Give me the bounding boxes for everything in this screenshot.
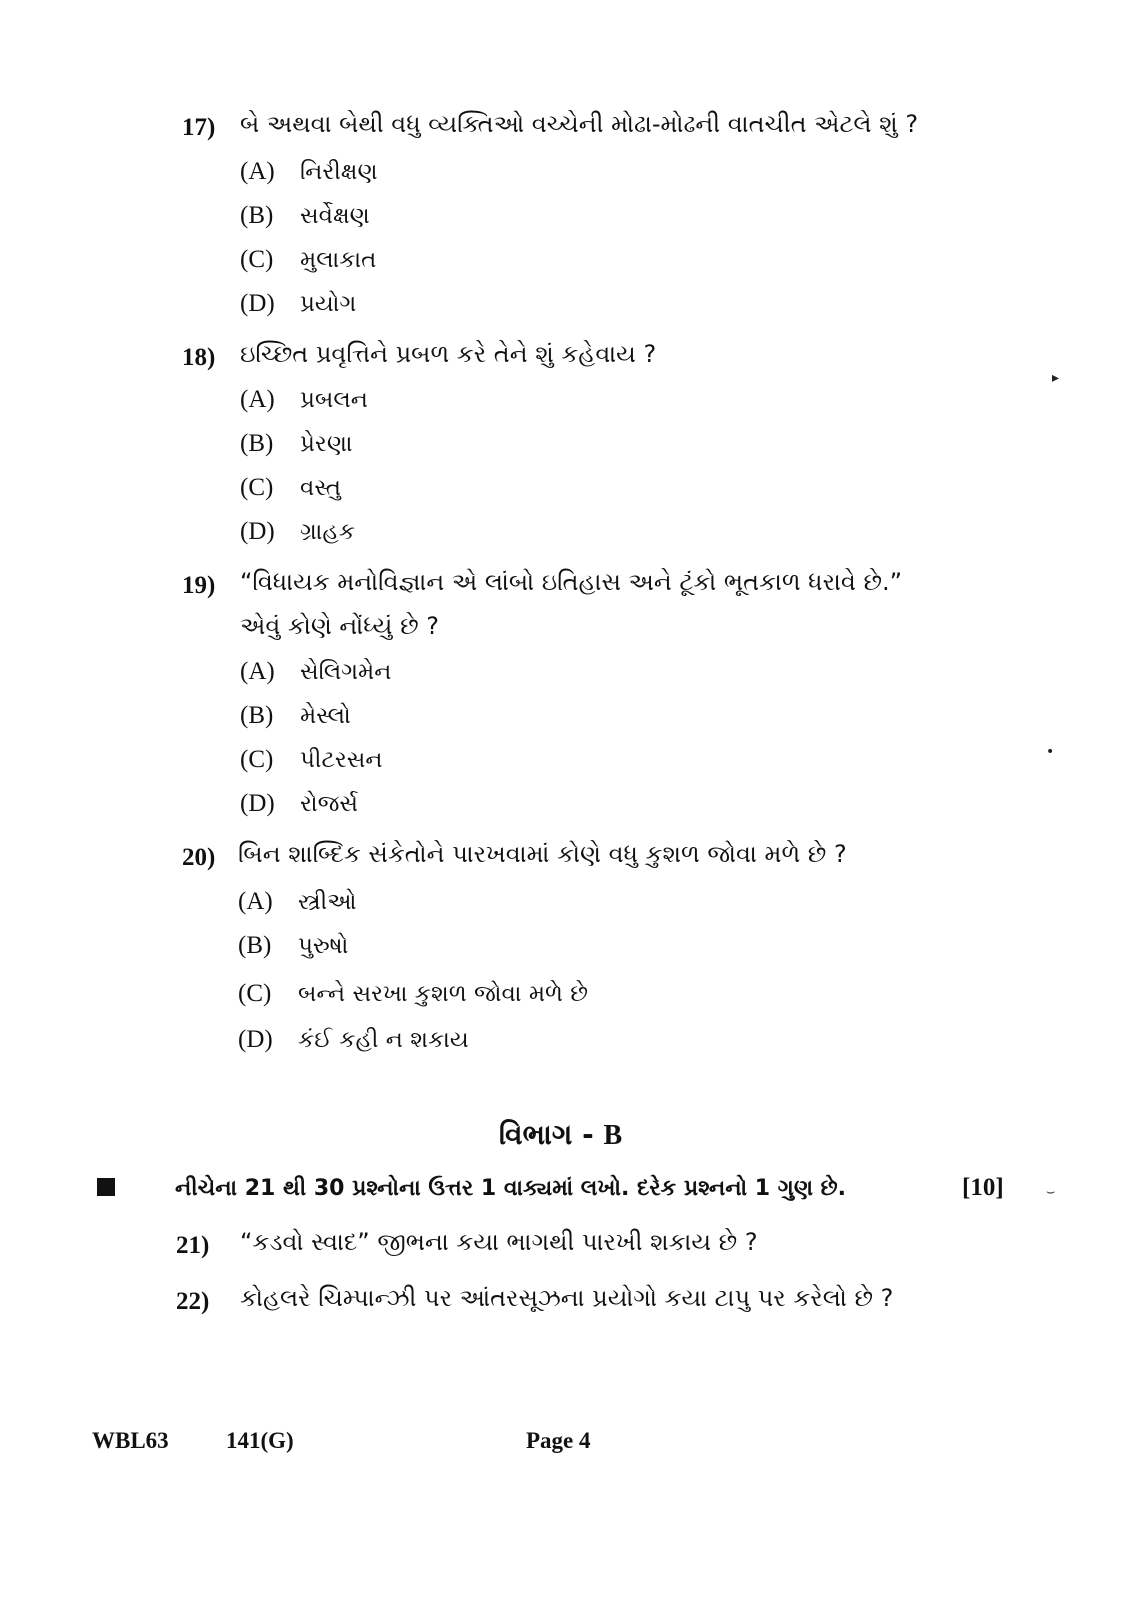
footer-subject: 141(G) — [226, 1428, 294, 1453]
option — [240, 790, 358, 818]
option-text: રોજર્સ — [300, 791, 359, 817]
question-text: એવું કોણે નોંધ્યું છે ? — [240, 612, 439, 640]
option-label: (D) — [238, 1026, 273, 1053]
question-number: 17) — [182, 114, 216, 141]
option-label: (B) — [238, 932, 272, 959]
option-label: (D) — [240, 790, 275, 817]
option-text: નિરીક્ષણ — [300, 159, 378, 185]
option-text: વસ્તુ — [300, 475, 341, 501]
question-text: “કડવો સ્વાદ” જીભના કયા ભાગથી પારખી શકાય છે ? — [240, 1228, 758, 1256]
option — [238, 980, 588, 1008]
question-text: બિન શાબ્દિક સંકેતોને પારખવામાં કોણે વધુ કુશળ જોવા મળે છે ? — [238, 840, 847, 868]
section-marks: [10] — [962, 1174, 1004, 1201]
option-label: (C) — [240, 246, 274, 273]
question-number: 21) — [176, 1232, 210, 1259]
option-label: (D) — [240, 290, 275, 317]
option-label: (B) — [240, 202, 274, 229]
question-number: 22) — [176, 1288, 210, 1315]
option — [240, 158, 378, 186]
option-label: (D) — [240, 518, 275, 545]
option — [240, 702, 351, 730]
section-letter: B — [603, 1120, 623, 1151]
question-text: બે અથવા બેથી વધુ વ્યક્તિઓ વચ્ચેની મોઢા-મોઢની વાતચીત એટલે શું ? — [240, 110, 919, 138]
option-label: (C) — [238, 980, 272, 1007]
option-text: સેલિગમેન — [300, 659, 392, 685]
option-text: પુરુષો — [298, 933, 349, 959]
option — [240, 386, 368, 414]
option-label: (A) — [238, 888, 273, 915]
bullet-square-icon — [97, 1178, 115, 1196]
option-text: ગ્રાહક — [300, 519, 356, 545]
option — [240, 202, 370, 230]
question-number: 18) — [182, 344, 216, 371]
option-label: (A) — [240, 386, 275, 413]
section-title — [0, 1118, 1121, 1152]
option-label: (C) — [240, 474, 274, 501]
option-text: પ્રયોગ — [300, 291, 357, 317]
option-text: સ્ત્રીઓ — [298, 889, 357, 915]
option-label: (A) — [240, 658, 275, 685]
option — [240, 474, 341, 502]
option — [238, 888, 357, 916]
footer-code: WBL63 — [92, 1428, 169, 1453]
option — [240, 430, 353, 458]
question-text: ઇચ્છિત પ્રવૃત્તિને પ્રબળ કરે તેને શું કહેવાય ? — [240, 340, 657, 368]
question-text: “વિધાયક મનોવિજ્ઞાન એ લાંબો ઇતિહાસ અને ટૂંકો ભૂતકાળ ધરાવે છે.” — [240, 568, 903, 596]
option-label: (C) — [240, 746, 274, 773]
question-number: 20) — [182, 844, 216, 871]
option — [240, 658, 391, 686]
question-text: કોહલરે ચિમ્પાન્ઝી પર આંતરસૂઝના પ્રયોગો કયા ટાપુ પર કરેલો છે ? — [240, 1284, 894, 1312]
footer-page-number: Page 4 — [526, 1428, 591, 1453]
option — [240, 518, 355, 546]
scan-speck-icon: ▸ — [1052, 370, 1060, 386]
option-text: પ્રેરણા — [300, 431, 353, 457]
option — [240, 246, 376, 274]
scan-speck-icon: • — [1046, 744, 1055, 760]
option-label: (B) — [240, 430, 274, 457]
option — [238, 932, 348, 960]
option-text: પીટરસન — [300, 747, 383, 773]
option-text: કંઈ કહી ન શકાય — [298, 1027, 469, 1053]
option-label: (B) — [240, 702, 274, 729]
scan-speck-icon: ⌣ — [1046, 1184, 1056, 1200]
option-text: સર્વેક્ષણ — [300, 203, 370, 229]
section-title-text: વિભાગ - — [498, 1118, 594, 1151]
question-number: 19) — [182, 572, 216, 599]
option-text: મેસ્લો — [300, 703, 351, 729]
option-text: મુલાકાત — [300, 247, 377, 273]
option — [240, 746, 383, 774]
section-instruction: નીચેના 21 થી 30 પ્રશ્નોના ઉત્તર 1 વાક્યમાં લખો. દરેક પ્રશ્નનો 1 ગુણ છે. — [175, 1176, 847, 1201]
option-text: પ્રબલન — [300, 387, 368, 413]
option-text: બન્ને સરખા કુશળ જોવા મળે છે — [298, 981, 589, 1007]
option — [240, 290, 356, 318]
option — [238, 1026, 469, 1054]
option-label: (A) — [240, 158, 275, 185]
